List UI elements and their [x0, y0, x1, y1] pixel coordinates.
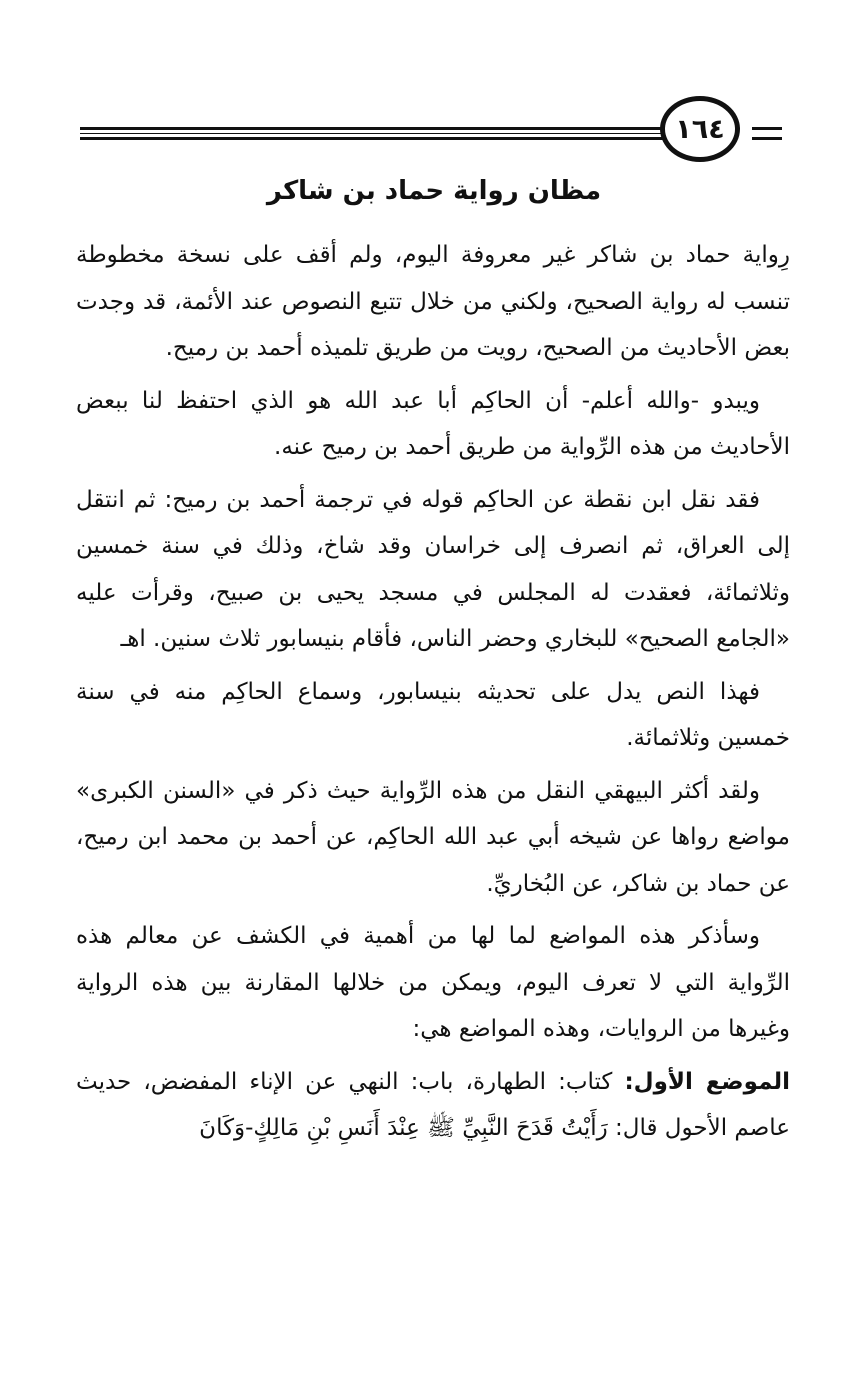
paragraph-1: رِواية حماد بن شاكر غير معروفة اليوم، ولم أقف على نسخة مخطوطة تنسب له رواية الصحيح، ولكني من خلال تتبع النصوص عند الأئمة، قد وجدت بعض الأحاديث من الصحيح، رويت من طريق تلميذه أحمد بن رميح. [76, 242, 790, 361]
header-rule-top [80, 127, 700, 130]
body-text [76, 232, 790, 1158]
page-header [0, 90, 867, 170]
header-rule-right-bottom [752, 137, 782, 140]
header-rule-middle [80, 133, 700, 134]
paragraph-6: وسأذكر هذه المواضع لما لها من أهمية في الكشف عن معالم هذه الرِّواية التي لا تعرف اليوم، ويمكن من خلالها المقارنة بين هذه الرواية وغيرها من الروايات، وهذه المواضع هي: [76, 923, 790, 1042]
paragraph-4: فهذا النص يدل على تحديثه بنيسابور، وسماع الحاكِم منه في سنة خمسين وثلاثمائة. [76, 678, 790, 751]
header-rule-bottom [80, 137, 700, 140]
paragraph-7-lead: الموضع الأول: [624, 1068, 791, 1095]
paragraph-5: ولقد أكثر البيهقي النقل من هذه الرِّواية حيث ذكر في «السنن الكبرى» مواضع رواها عن شيخه أبي عبد الله الحاكِم، عن أحمد بن محمد ابن رميح، عن حماد بن شاكر، عن البُخاريِّ. [76, 777, 790, 897]
paragraph-3: فقد نقل ابن نقطة عن الحاكِم قوله في ترجمة أحمد بن رميح: ثم انتقل إلى العراق، ثم انصرف إلى خراسان وقد شاخ، وذلك في سنة خمسين وثلاثمائة، فعقدت له المجلس في مسجد يحيى بن صبيح، وقرأت عليه «الجامع الصحيح» للبخاري وحضر الناس، فأقام بنيسابور ثلاث سنين. اهـ [76, 486, 790, 652]
page-number: ١٦٤ [660, 96, 740, 162]
paragraph-7-text: كتاب: الطهارة، باب: النهي عن الإناء المفضض، حديث عاصم الأحول قال: رَأَيْتُ قَدَحَ النَّبِيِّ ﷺ عِنْدَ أَنَسِ بْنِ مَالِكٍ-وَكَانَ [76, 1068, 790, 1141]
section-heading: مظان رواية حماد بن شاكر [266, 176, 602, 206]
header-rule-right-top [752, 127, 782, 130]
paragraph-7 [76, 1059, 790, 1152]
paragraph-2: ويبدو -والله أعلم- أن الحاكِم أبا عبد الله هو الذي احتفظ لنا ببعض الأحاديث من هذه الرِّواية من طريق أحمد بن رميح عنه. [76, 387, 790, 460]
